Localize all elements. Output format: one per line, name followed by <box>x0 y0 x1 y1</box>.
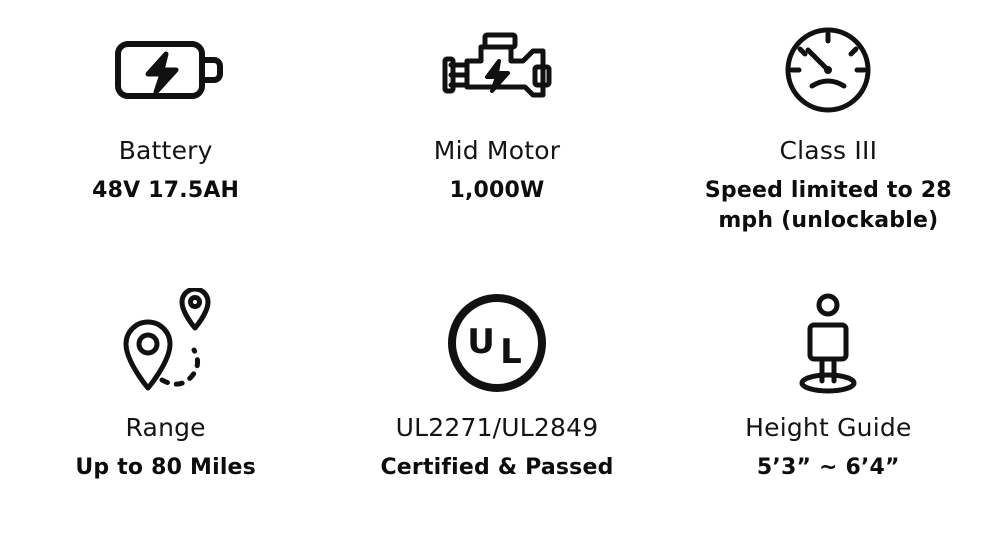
spec-item-motor <box>331 10 662 279</box>
spec-value: 5’3” ~ 6’4” <box>756 455 900 480</box>
spec-title: Range <box>125 413 206 442</box>
spec-title: Battery <box>118 136 213 165</box>
battery-bolt-icon <box>104 18 228 122</box>
spec-value: 48V 17.5AH <box>92 178 240 203</box>
spec-value: 1,000W <box>449 178 545 203</box>
spec-item-battery <box>0 10 331 279</box>
spec-title: Height Guide <box>745 413 912 442</box>
spec-value: Certified & Passed <box>380 455 614 480</box>
route-map-pin-icon <box>108 287 224 399</box>
spec-item-ul-certification <box>331 279 662 548</box>
spec-value: Speed limited to 28 mph (unlockable) <box>704 178 952 233</box>
spec-title: Class III <box>779 136 878 165</box>
motor-engine-icon <box>437 18 557 122</box>
spec-title: UL2271/UL2849 <box>395 413 599 442</box>
spec-value: Up to 80 Miles <box>75 455 256 480</box>
spec-item-class <box>663 10 994 279</box>
ul-certification-icon <box>445 287 549 399</box>
spec-item-range <box>0 279 331 548</box>
person-height-icon <box>786 287 870 399</box>
spec-title: Mid Motor <box>433 136 561 165</box>
spec-item-height-guide <box>663 279 994 548</box>
svg-text:U: U <box>467 322 495 362</box>
speedometer-icon <box>782 18 874 122</box>
svg-text:L: L <box>500 332 522 372</box>
